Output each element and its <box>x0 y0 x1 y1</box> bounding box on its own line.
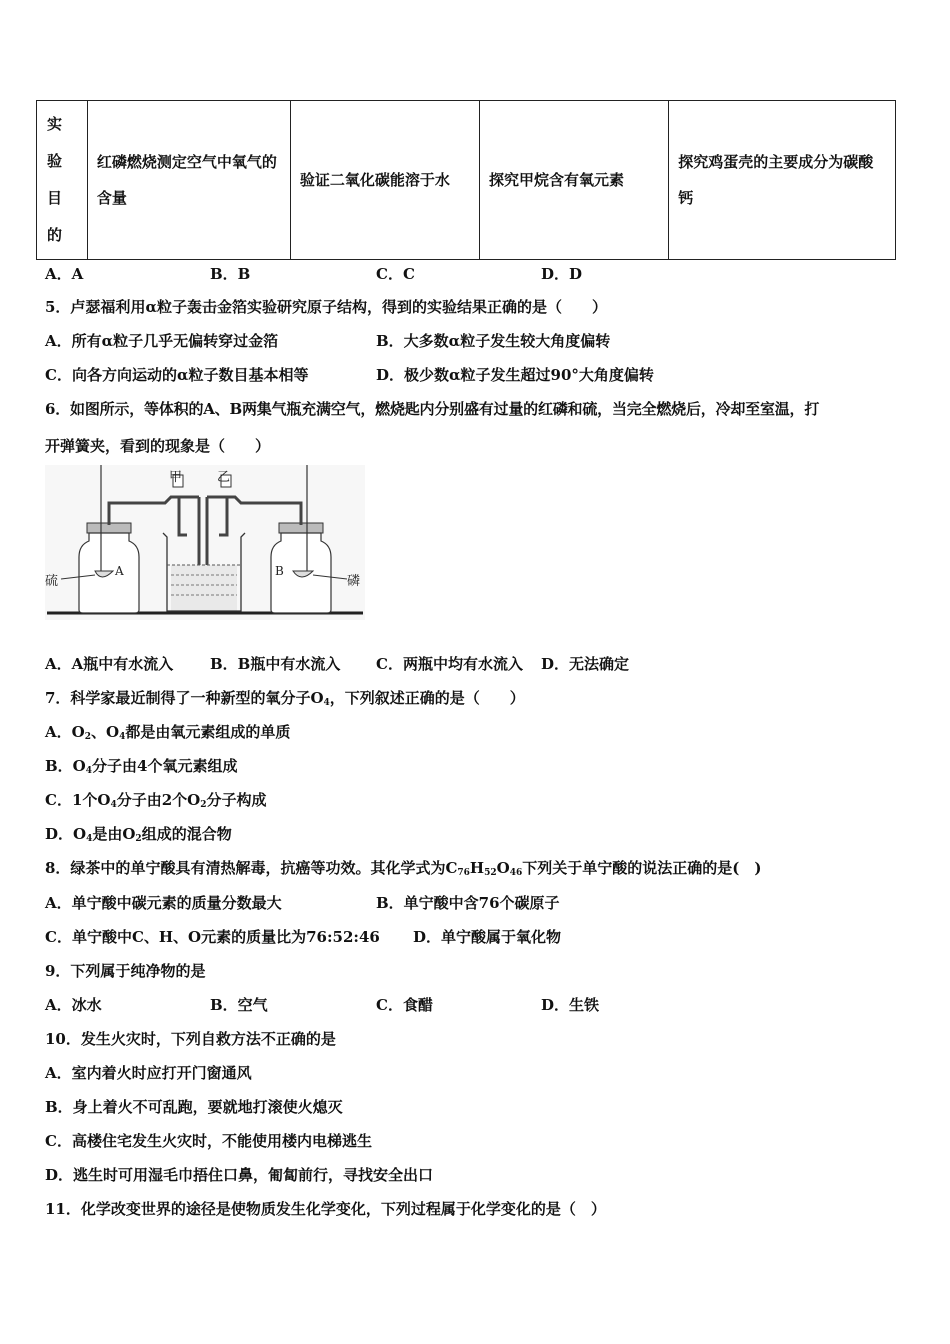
q8-option-a: A．单宁酸中碳元素的质量分数最大 <box>45 894 282 912</box>
q7-stem: 7．科学家最近制得了一种新型的氧分子$O_4$，下列叙述正确的是（ ） <box>45 689 525 708</box>
header-char: 的 <box>47 226 63 244</box>
purpose-header-cell <box>37 101 88 260</box>
q6-stem-line1: 6．如图所示，等体积的A、B两集气瓶充满空气，燃烧匙内分别盛有过量的红磷和硫，当完全燃烧后，冷却至室温，打 <box>45 400 820 418</box>
gas-bottles-figure <box>45 465 365 620</box>
q8-option-b: B．单宁酸中含76个碳原子 <box>376 894 560 912</box>
header-char: 目 <box>47 189 63 207</box>
apparatus-diagram <box>45 465 365 620</box>
label-phosphorus: 磷 <box>347 574 361 589</box>
q7-option-b: B．$O_4$分子由4个氧元素组成 <box>45 757 238 776</box>
experiment-purpose-table <box>36 100 896 260</box>
q11-stem: 11．化学改变世界的途径是使物质发生化学变化，下列过程属于化学变化的是（ ） <box>45 1200 606 1218</box>
q5-option-a: A．所有α粒子几乎无偏转穿过金箔 <box>45 332 279 350</box>
q7-option-c: C．1个$O_4$分子由2个$O_2$分子构成 <box>45 791 267 810</box>
q8-option-d: D．单宁酸属于氧化物 <box>413 928 562 946</box>
q5-option-b: B．大多数α粒子发生较大角度偏转 <box>376 332 611 350</box>
q8-option-c: C．单宁酸中C、H、O元素的质量比为76:52:46 <box>45 928 380 946</box>
q10-option-d: D．逃生时可用湿毛巾捂住口鼻，匍匐前行，寻找安全出口 <box>45 1166 434 1184</box>
header-char: 实 <box>47 115 63 133</box>
q5-option-d: D．极少数α粒子发生超过90°大角度偏转 <box>376 366 654 384</box>
q6-option-a: A．A瓶中有水流入 <box>45 655 174 673</box>
q6-option-b: B．B瓶中有水流入 <box>210 655 341 673</box>
q7-option-d: D．$O_4$是由$O_2$组成的混合物 <box>45 825 232 844</box>
header-char: 验 <box>47 152 63 170</box>
q10-option-c: C．高楼住宅发生火灾时，不能使用楼内电梯逃生 <box>45 1132 372 1150</box>
q9-option-c: C．食醋 <box>376 996 433 1014</box>
q9-option-d: D．生铁 <box>541 996 600 1014</box>
q4-option-a: A．A <box>45 265 84 283</box>
q5-option-c: C．向各方向运动的α粒子数目基本相等 <box>45 366 309 384</box>
q6-option-c: C．两瓶中均有水流入 <box>376 655 523 673</box>
purpose-cell-d: 探究鸡蛋壳的主要成分为碳酸钙 <box>669 101 896 260</box>
q9-option-b: B．空气 <box>210 996 268 1014</box>
label-sulfur: 硫 <box>45 574 59 589</box>
q6-option-d: D．无法确定 <box>541 655 630 673</box>
q7-option-a: A．$O_2$、$O_4$都是由氧元素组成的单质 <box>45 723 291 742</box>
q10-option-a: A．室内着火时应打开门窗通风 <box>45 1064 252 1082</box>
q10-stem: 10．发生火灾时，下列自救方法不正确的是 <box>45 1030 336 1048</box>
q9-option-a: A．冰水 <box>45 996 102 1014</box>
label-bottle-a: A <box>115 564 124 578</box>
q10-option-b: B．身上着火不可乱跑，要就地打滚使火熄灭 <box>45 1098 343 1116</box>
q5-stem: 5．卢瑟福利用α粒子轰击金箔实验研究原子结构，得到的实验结果正确的是（ ） <box>45 298 607 316</box>
purpose-cell-a: 红磷燃烧测定空气中氧气的含量 <box>87 101 290 260</box>
purpose-cell-b: 验证二氧化碳能溶于水 <box>290 101 479 260</box>
label-jia: 甲 <box>169 470 183 485</box>
label-yi: 乙 <box>217 470 231 485</box>
q9-stem: 9．下列属于纯净物的是 <box>45 962 206 980</box>
q4-option-d: D．D <box>541 265 583 283</box>
purpose-cell-c: 探究甲烷含有氧元素 <box>480 101 669 260</box>
table-row <box>37 101 896 260</box>
label-bottle-b: B <box>275 564 284 578</box>
q4-option-c: C．C <box>376 265 415 283</box>
q6-stem-line2: 开弹簧夹，看到的现象是（ ） <box>45 437 271 455</box>
q8-stem: 8．绿茶中的单宁酸具有清热解毒，抗癌等功效。其化学式为$C_{76}H_{52}O_{46}$下列关于单宁酸的说法正确的是( ) <box>45 859 762 878</box>
q4-option-b: B．B <box>210 265 251 283</box>
